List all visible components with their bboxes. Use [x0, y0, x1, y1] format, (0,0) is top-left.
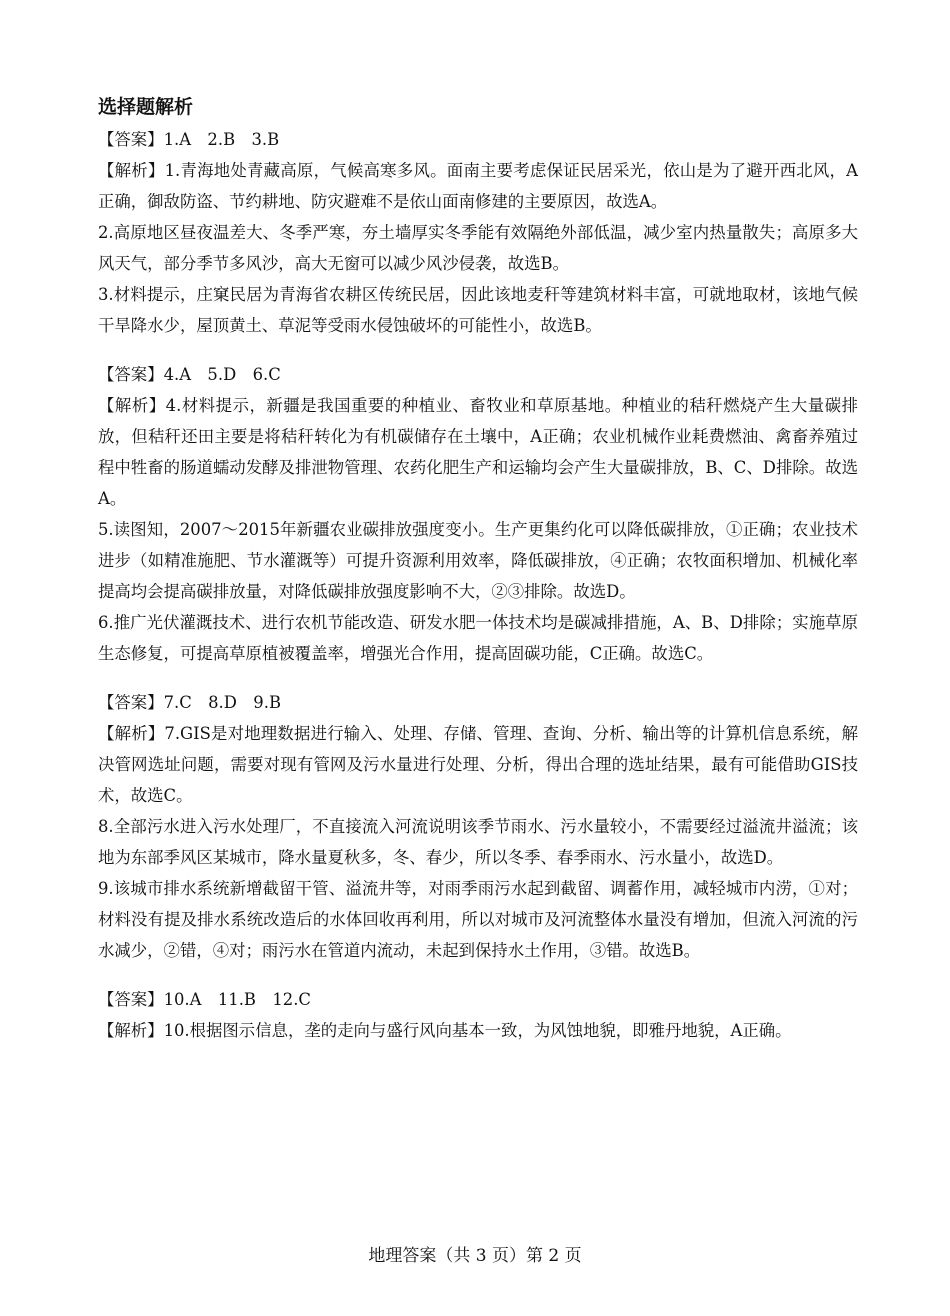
analysis-paragraph: 2.高原地区昼夜温差大、冬季严寒，夯土墙厚实冬季能有效隔绝外部低温，减少室内热量散失；高原多大风天气，部分季节多风沙，高大无窗可以减少风沙侵袭，故选B。 — [98, 223, 858, 273]
analysis-paragraph — [98, 1015, 858, 1046]
analysis-label: 【解析】 — [98, 161, 165, 180]
analysis-label: 【解析】 — [98, 1021, 164, 1040]
analysis-text: 10.根据图示信息，垄的走向与盛行风向基本一致，为风蚀地貌，即雅丹地貌，A正确。 — [163, 1021, 792, 1040]
analysis-paragraph: 3.材料提示，庄窠民居为青海省农耕区传统民居，因此该地麦秆等建筑材料丰富，可就地取材，该地气候干旱降水少，屋顶黄土、草泥等受雨水侵蚀破坏的可能性小，故选B。 — [98, 285, 858, 335]
analysis-text: 1.青海地处青藏高原，气候高寒多风。面南主要考虑保证民居采光，依山是为了避开西北风，A正确，御敌防盗、节约耕地、防灾避难不是依山面南修建的主要原因，故选A。 — [98, 161, 858, 211]
answer-line — [98, 359, 858, 390]
answer-label: 【答案】 — [98, 365, 164, 384]
answer-label: 【答案】 — [98, 990, 164, 1009]
analysis-label: 【解析】 — [98, 724, 165, 743]
analysis-paragraph: 8.全部污水进入污水处理厂，不直接流入河流说明该季节雨水、污水量较小，不需要经过溢流井溢流；该地为东部季风区某城市，降水量夏秋多，冬、春少，所以冬季、春季雨水、污水量小，故选D。 — [98, 817, 858, 867]
page-footer: 地理答案（共 3 页）第 2 页 — [368, 1246, 582, 1266]
answer-label: 【答案】 — [98, 130, 164, 149]
analysis-paragraph — [98, 390, 858, 514]
answer-text: 7.C 8.D 9.B — [163, 693, 281, 712]
answer-group-4 — [98, 984, 858, 1046]
section-title: 选择题解析 — [98, 96, 194, 118]
answer-line — [98, 984, 858, 1015]
answer-text: 4.A 5.D 6.C — [163, 365, 281, 384]
analysis-paragraph — [98, 155, 858, 217]
answer-group-3 — [98, 687, 858, 966]
analysis-paragraph: 9.该城市排水系统新增截留干管、溢流井等，对雨季雨污水起到截留、调蓄作用，减轻城市内涝，①对；材料没有提及排水系统改造后的水体回收再利用，所以对城市及河流整体水量没有增加，但流入河流的污水减少，②错，④对；雨污水在管道内流动，未起到保持水土作用，③错。故选B。 — [98, 879, 858, 960]
document-body — [98, 92, 858, 1064]
answer-label: 【答案】 — [98, 693, 164, 712]
analysis-label: 【解析】 — [98, 396, 166, 415]
answer-line — [98, 687, 858, 718]
answer-group-2 — [98, 359, 858, 669]
answer-line — [98, 124, 858, 155]
analysis-text: 4.材料提示，新疆是我国重要的种植业、畜牧业和草原基地。种植业的秸秆燃烧产生大量碳排放，但秸秆还田主要是将秸秆转化为有机碳储存在土壤中，A正确；农业机械作业耗费燃油、禽畜养殖过程中牲畜的肠道蠕动发酵及排泄物管理、农药化肥生产和运输均会产生大量碳排放，B、C、D排除。故选A。 — [98, 396, 858, 508]
answer-text: 10.A 11.B 12.C — [163, 990, 311, 1009]
analysis-paragraph — [98, 718, 858, 811]
analysis-text: 7.GIS是对地理数据进行输入、处理、存储、管理、查询、分析、输出等的计算机信息系统，解决管网选址问题，需要对现有管网及污水量进行处理、分析，得出合理的选址结果，最有可能借助GIS技术，故选C。 — [98, 724, 859, 805]
analysis-paragraph: 6.推广光伏灌溉技术、进行农机节能改造、研发水肥一体技术均是碳减排措施，A、B、D排除；实施草原生态修复，可提高草原植被覆盖率，增强光合作用，提高固碳功能，C正确。故选C。 — [98, 613, 858, 663]
answer-text: 1.A 2.B 3.B — [163, 130, 280, 149]
analysis-paragraph: 5.读图知，2007～2015年新疆农业碳排放强度变小。生产更集约化可以降低碳排放，①正确；农业技术进步（如精准施肥、节水灌溉等）可提升资源利用效率，降低碳排放，④正确；农牧面积增加、机械化率提高均会提高碳排放量，对降低碳排放强度影响不大，②③排除。故选D。 — [98, 520, 858, 601]
answer-group-1 — [98, 124, 858, 341]
